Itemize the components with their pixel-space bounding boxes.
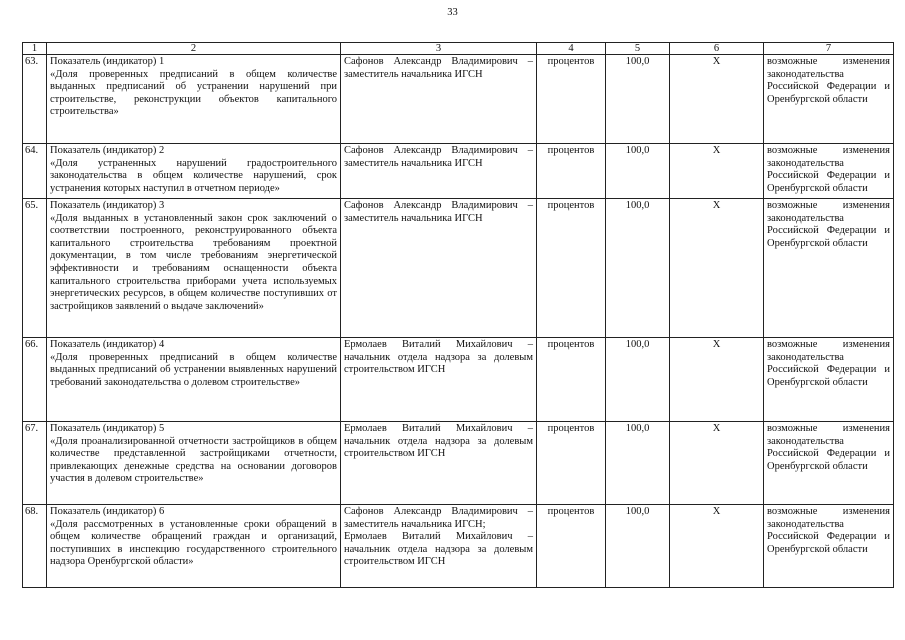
indicator-cell (47, 338, 341, 422)
col6-cell: Х (670, 422, 764, 505)
indicator-title: Показатель (индикатор) 4 (50, 339, 165, 350)
unit-cell: процентов (537, 338, 606, 422)
unit-cell: процентов (537, 199, 606, 338)
unit-cell: процентов (537, 422, 606, 505)
page-number: 33 (447, 7, 458, 18)
column-header: 4 (537, 43, 606, 55)
indicator-title: Показатель (индикатор) 6 (50, 506, 165, 517)
indicator-title: Показатель (индикатор) 2 (50, 145, 165, 156)
col6-cell: Х (670, 199, 764, 338)
col6-cell: Х (670, 55, 764, 144)
responsible-person: Сафонов Александр Владимирович – заместитель начальника ИГСН (344, 56, 533, 80)
value-cell: 100,0 (606, 144, 670, 199)
responsible-cell (341, 505, 537, 588)
table-header-row (23, 43, 894, 55)
column-header: 6 (670, 43, 764, 55)
table-row (23, 338, 894, 422)
column-header: 5 (606, 43, 670, 55)
indicator-text: «Доля рассмотренных в установленные сроки обращений в общем количестве обращений граждан и организаций, поступивших в инспекцию государственного строительного надзора Оренбургской области» (50, 518, 337, 568)
note-cell: возможные изменения законодательства Российской Федерации и Оренбургской области (764, 422, 894, 505)
column-header: 3 (341, 43, 537, 55)
responsible-person: Сафонов Александр Владимирович – заместитель начальника ИГСН (344, 200, 533, 224)
indicator-cell (47, 144, 341, 199)
indicators-table (22, 42, 894, 588)
column-header: 2 (47, 43, 341, 55)
indicator-cell (47, 55, 341, 144)
indicator-text: «Доля проверенных предписаний в общем количестве выданных предписаний об устранении нарушений при строительстве, реконструкции объектов капитального строительства» (50, 68, 337, 118)
responsible-person: Ермолаев Виталий Михайлович – начальник отдела надзора за долевым строительством ИГСН (344, 423, 533, 460)
value-cell: 100,0 (606, 422, 670, 505)
indicator-cell (47, 505, 341, 588)
indicator-text: «Доля выданных в установленный закон срок заключений о соответствии построенного, реконструированного объекта капитального строительства требованиям проектной документации, в том числе требованиям энергетической эффективности и требованиям оснащенности объекта капитального строительства приборами учета используемых энергетических ресурсов, в общем количестве поступивших от застройщиков заявлений о выдаче заключений» (50, 212, 337, 312)
table-row (23, 199, 894, 338)
unit-cell: процентов (537, 144, 606, 199)
col6-cell: Х (670, 144, 764, 199)
row-number: 68. (23, 505, 47, 588)
row-number: 66. (23, 338, 47, 422)
row-number: 67. (23, 422, 47, 505)
row-number: 63. (23, 55, 47, 144)
note-cell: возможные изменения законодательства Российской Федерации и Оренбургской области (764, 144, 894, 199)
indicator-title: Показатель (индикатор) 3 (50, 200, 165, 211)
responsible-cell (341, 422, 537, 505)
column-header: 1 (23, 43, 47, 55)
indicator-title: Показатель (индикатор) 5 (50, 423, 165, 434)
table-row (23, 55, 894, 144)
responsible-person: Сафонов Александр Владимирович – заместитель начальника ИГСН; (344, 506, 533, 530)
note-cell: возможные изменения законодательства Российской Федерации и Оренбургской области (764, 338, 894, 422)
row-number: 65. (23, 199, 47, 338)
unit-cell: процентов (537, 55, 606, 144)
value-cell: 100,0 (606, 505, 670, 588)
responsible-cell (341, 144, 537, 199)
indicator-cell (47, 422, 341, 505)
responsible-cell (341, 338, 537, 422)
note-cell: возможные изменения законодательства Российской Федерации и Оренбургской области (764, 55, 894, 144)
table-row (23, 505, 894, 588)
table-row (23, 422, 894, 505)
responsible-person: Ермолаев Виталий Михайлович – начальник отдела надзора за долевым строительством ИГСН (344, 339, 533, 376)
table-row (23, 144, 894, 199)
col6-cell: Х (670, 505, 764, 588)
indicator-text: «Доля проверенных предписаний в общем количестве выданных предписаний об устранении выявленных нарушений требований законодательства о долевом строительстве» (50, 351, 337, 388)
value-cell: 100,0 (606, 199, 670, 338)
note-cell: возможные изменения законодательства Российской Федерации и Оренбургской области (764, 199, 894, 338)
indicator-title: Показатель (индикатор) 1 (50, 56, 165, 67)
indicator-text: «Доля проанализированной отчетности застройщиков в общем количестве представленной застройщиками отчетности, привлекающих денежные средства на основании договоров участия в долевом строительстве» (50, 435, 337, 485)
responsible-person: Ермолаев Виталий Михайлович – начальник отдела надзора за долевым строительством ИГСН (344, 531, 533, 568)
column-header: 7 (764, 43, 894, 55)
value-cell: 100,0 (606, 338, 670, 422)
indicator-text: «Доля устраненных нарушений градостроительного законодательства в общем количестве нарушений, срок устранения которых наступил в отчетном периоде» (50, 157, 337, 194)
responsible-cell (341, 199, 537, 338)
responsible-person: Сафонов Александр Владимирович – заместитель начальника ИГСН (344, 145, 533, 169)
responsible-cell (341, 55, 537, 144)
note-cell: возможные изменения законодательства Российской Федерации и Оренбургской области (764, 505, 894, 588)
value-cell: 100,0 (606, 55, 670, 144)
indicator-cell (47, 199, 341, 338)
col6-cell: Х (670, 338, 764, 422)
row-number: 64. (23, 144, 47, 199)
unit-cell: процентов (537, 505, 606, 588)
